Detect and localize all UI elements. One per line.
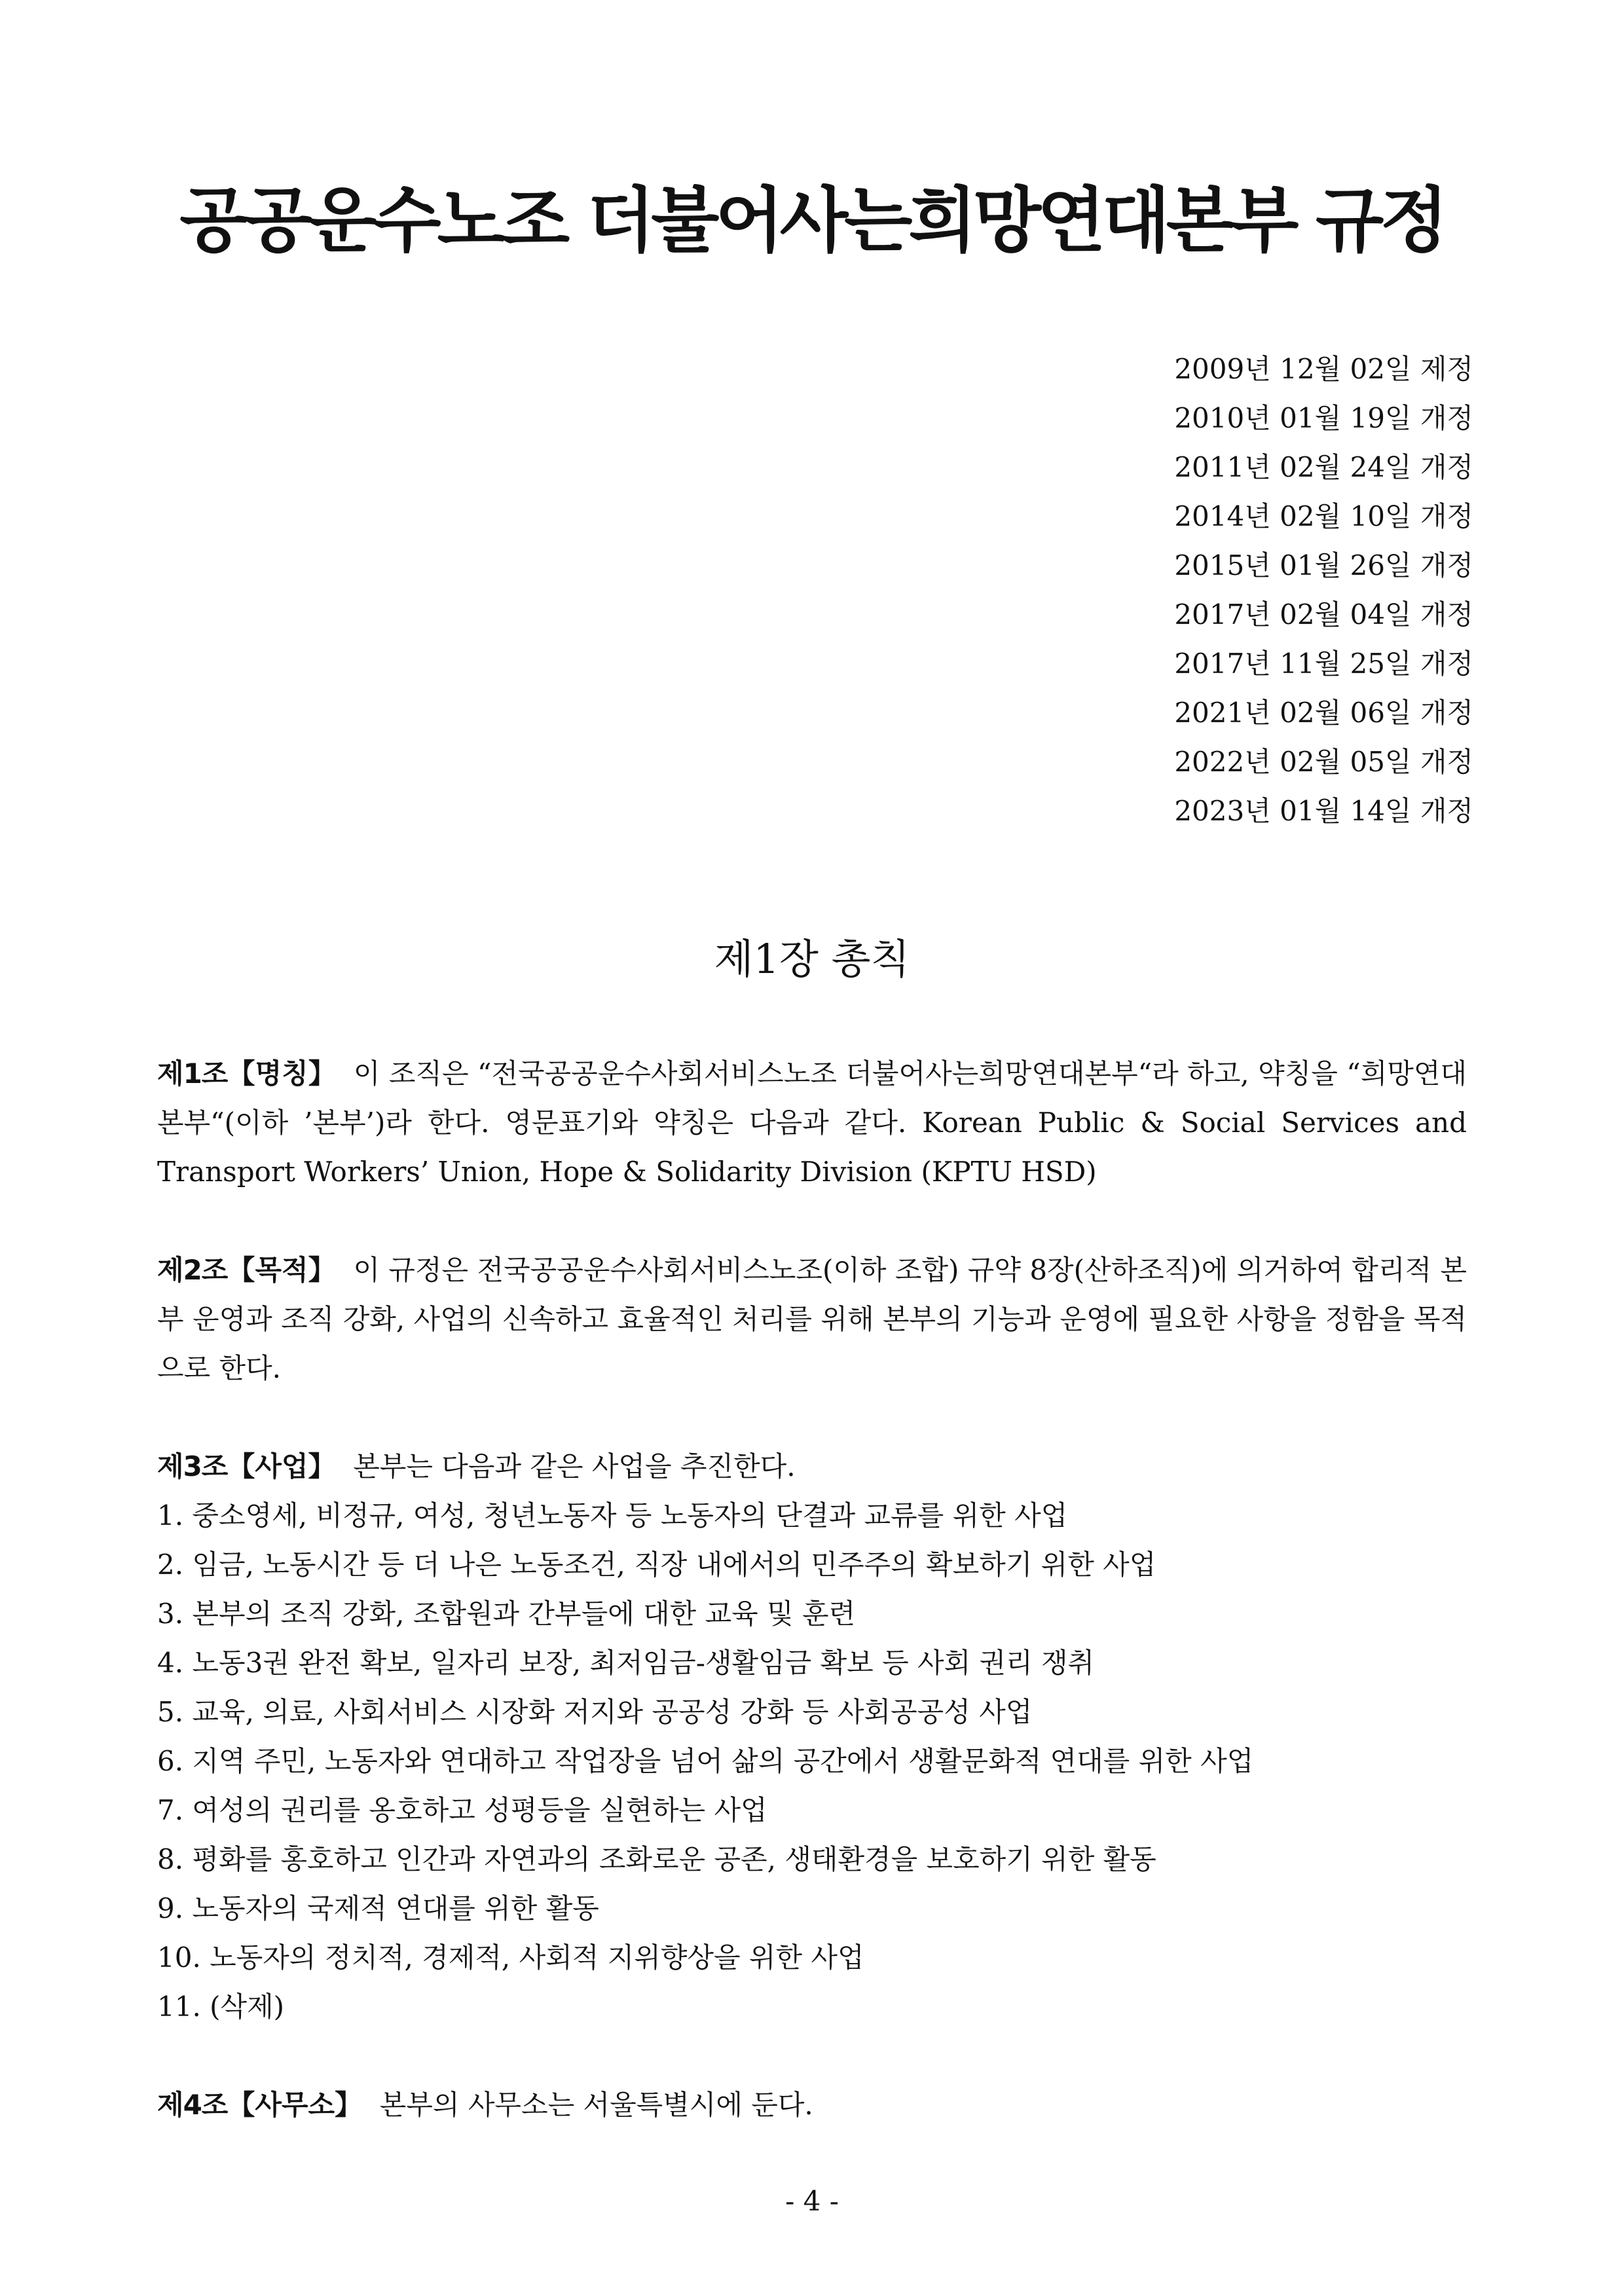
list-item: 5. 교육, 의료, 사회서비스 시장화 저지와 공공성 강화 등 사회공공성 사업 <box>157 1696 1033 1728</box>
page-number: - 4 - <box>785 2185 839 2217</box>
list-item: 1. 중소영세, 비정규, 여성, 청년노동자 등 노동자의 단결과 교류를 위한 사업 <box>157 1499 1068 1532</box>
chapter-title: 제1장 총칙 <box>714 935 910 983</box>
revision-entry: 2009년 12월 02일 제정 <box>1174 353 1473 385</box>
revision-entry: 2014년 02월 10일 개정 <box>1174 500 1473 532</box>
revision-entry: 2023년 01월 14일 개정 <box>1174 795 1473 827</box>
article-2 <box>157 1245 1467 1393</box>
list-item: 3. 본부의 조직 강화, 조합원과 간부들에 대한 교육 및 훈련 <box>157 1598 856 1630</box>
article-name: 【사업】 <box>227 1450 336 1482</box>
article-name: 【목적】 <box>227 1254 336 1286</box>
list-item: 11. (삭제) <box>157 1991 285 2023</box>
article-1 <box>157 1049 1467 1196</box>
spacer <box>157 1393 1467 1442</box>
list-item: 2. 임금, 노동시간 등 더 나은 노동조건, 직장 내에서의 민주주의 확보하기 위한 사업 <box>157 1549 1156 1581</box>
revision-entry: 2011년 02월 24일 개정 <box>1174 451 1473 483</box>
article-name: 【사무소】 <box>227 2089 363 2121</box>
revision-entry: 2021년 02월 06일 개정 <box>1174 697 1473 729</box>
article-3-items <box>157 1491 1467 2031</box>
article-number: 제4조 <box>157 2089 228 2121</box>
list-item: 7. 여성의 권리를 옹호하고 성평등을 실현하는 사업 <box>157 1794 767 1826</box>
article-name: 【명칭】 <box>227 1057 336 1090</box>
list-item: 4. 노동3권 완전 확보, 일자리 보장, 최저임금-생활임금 확보 등 사회 권리 쟁취 <box>157 1647 1095 1679</box>
article-text: 이 규정은 전국공공운수사회서비스노조(이하 조합) 규약 8장(산하조직)에 의거하여 합리적 본부 운영과 조직 강화, 사업의 신속하고 효율적인 처리를 위해 본부의 기능과 운영에 필요한 사항을 정함을 목적으로 한다. <box>157 1254 1467 1384</box>
revision-entry: 2022년 02월 05일 개정 <box>1174 746 1473 778</box>
document-body <box>157 1049 1467 2129</box>
article-number: 제3조 <box>157 1450 228 1482</box>
article-number: 제1조 <box>157 1057 228 1090</box>
revision-entry: 2010년 01월 19일 개정 <box>1174 402 1473 434</box>
article-3 <box>157 1442 1467 1491</box>
article-text: 이 조직은 “전국공공운수사회서비스노조 더불어사는희망연대본부“라 하고, 약칭을 “희망연대본부“(이하 ’본부’)라 한다. 영문표기와 약칭은 다음과 같다. Korean Public & Social Services and Transport Workers’ Union, Hope & Solidarity Division (KPTU HSD) <box>157 1057 1467 1188</box>
article-number: 제2조 <box>157 1254 228 1286</box>
revision-entry: 2017년 02월 04일 개정 <box>1174 598 1473 631</box>
article-text: 본부는 다음과 같은 사업을 추진한다. <box>353 1450 796 1482</box>
article-4 <box>157 2080 1467 2129</box>
list-item: 10. 노동자의 정치적, 경제적, 사회적 지위향상을 위한 사업 <box>157 1941 864 1974</box>
revision-entry: 2017년 11월 25일 개정 <box>1174 648 1473 680</box>
list-item: 6. 지역 주민, 노동자와 연대하고 작업장을 넘어 삶의 공간에서 생활문화적 연대를 위한 사업 <box>157 1745 1254 1777</box>
revision-history <box>1174 344 1473 835</box>
list-item: 8. 평화를 홍호하고 인간과 자연과의 조화로운 공존, 생태환경을 보호하기 위한 활동 <box>157 1843 1156 1875</box>
revision-entry: 2015년 01월 26일 개정 <box>1174 549 1473 581</box>
document-title: 공공운수노조 더불어사는희망연대본부 규정 <box>179 180 1445 262</box>
list-item: 9. 노동자의 국제적 연대를 위한 활동 <box>157 1892 599 1924</box>
spacer <box>157 2031 1467 2080</box>
article-text: 본부의 사무소는 서울특별시에 둔다. <box>379 2089 813 2121</box>
spacer <box>157 1196 1467 1245</box>
